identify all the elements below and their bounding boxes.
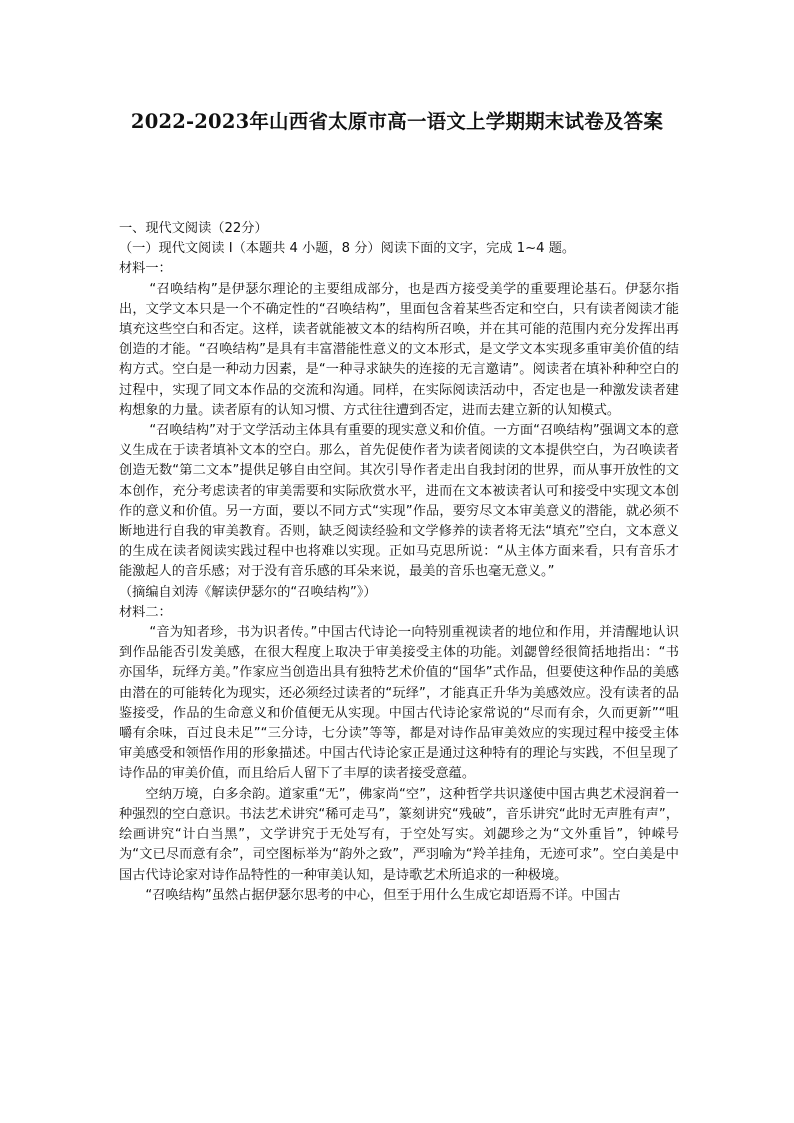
sub-heading: （一）现代文阅读 I（本题共 4 小题，8 分）阅读下面的文字，完成 1~4 题。 <box>119 241 576 257</box>
document-title: 2022-2023年山西省太原市高一语文上学期期末试卷及答案 <box>130 110 664 133</box>
material-2-label: 材料二： <box>119 604 172 620</box>
material-1-source: （摘编自刘涛《解读伊瑟尔的“召唤结构”》） <box>119 584 377 600</box>
material-1-label: 材料一： <box>119 261 172 277</box>
material-2-paragraph: 空纳万境，白多余韵。道家重“无”，佛家尚“空”，这种哲学共识遂使中国古典艺术浸润着一种强烈的空白意识。书法艺术讲究“稀可走马”，篆刻讲究“残破”，音乐讲究“此时无声胜有声”，绘画讲究“计白当黑”，文学讲究于无处写有，于空处写实。刘勰珍之为“文外重旨”，钟嵘号为“文已尽而意有余”，司空图标举为“韵外之致”，严羽喻为“羚羊挂角，无迹可求”。空白美是中国古代诗论家对诗作品特性的一种审美认知，是诗歌艺术所追求的一种极境。 <box>119 786 679 883</box>
document-body <box>119 219 679 906</box>
material-2-paragraph: “召唤结构”虽然占据伊瑟尔思考的中心，但至于用什么生成它却语焉不详。中国古 <box>145 887 621 903</box>
section-heading: 一、现代文阅读（22分） <box>119 221 268 236</box>
material-1-paragraph: “召唤结构”是伊瑟尔理论的主要组成部分，也是西方接受美学的重要理论基石。伊瑟尔指出，文学文本只是一个不确定性的“召唤结构”，里面包含着某些否定和空白，只有读者阅读才能填充这些空白和否定。这样，读者就能被文本的结构所召唤，并在其可能的范围内充分发挥出再创造的才能。“召唤结构”是具有丰富潜能性意义的文本形式，是文学文本实现多重审美价值的结构方式。空白是一种动力因素，是“一种寻求缺失的连接的无言邀请”。阅读者在填补种种空白的过程中，实现了同文本作品的交流和沟通。同样，在实际阅读活动中，否定也是一种激发读者建构想象的力量。读者原有的认知习惯、方式往往遭到否定，进而去建立新的认知模式。 <box>119 281 679 418</box>
material-2-paragraph: “音为知者珍，书为识者传。”中国古代诗论一向特别重视读者的地位和作用，并清醒地认识到作品能否引发美感，在很大程度上取决于审美接受主体的功能。刘勰曾经很简括地指出：“书亦国华，玩绎方美。”作家应当创造出具有独特艺术价值的“国华”式作品，但要使这种作品的美感由潜在的可能转化为现实，还必须经过读者的“玩绎”，才能真正升华为美感效应。没有读者的品鉴接受，作品的生命意义和价值便无从实现。中国古代诗论家常说的“尽而有余，久而更新”“咀嚼有余味，百过良未足”“三分诗，七分读”等等，都是对诗作品审美效应的实现过程中接受主体审美感受和领悟作用的形象描述。中国古代诗论家正是通过这种特有的理论与实践，不但呈现了诗作品的审美价值，而且给后人留下了丰厚的读者接受意蕴。 <box>119 625 679 782</box>
material-1-paragraph: “召唤结构”对于文学活动主体具有重要的现实意义和价值。一方面“召唤结构”强调文本的意义生成在于读者填补文本的空白。那么，首先促使作者为读者阅读的文本提供空白，为召唤读者创造无数“第二文本”提供足够自由空间。其次引导作者走出自我封闭的世界，而从事开放性的文本创作，充分考虑读者的审美需要和实际欣赏水平，进而在文本被读者认可和接受中实现文本创作的意义和价值。另一方面，要以不同方式“实现”作品，要穷尽文本审美意义的潜能，就必须不断地进行自我的审美教育。否则，缺乏阅读经验和文学修养的读者将无法“填充”空白，文本意义的生成在读者阅读实践过程中也将难以实现。正如马克思所说：“从主体方面来看，只有音乐才能激起人的音乐感；对于没有音乐感的耳朵来说，最美的音乐也毫无意义。” <box>119 423 679 580</box>
